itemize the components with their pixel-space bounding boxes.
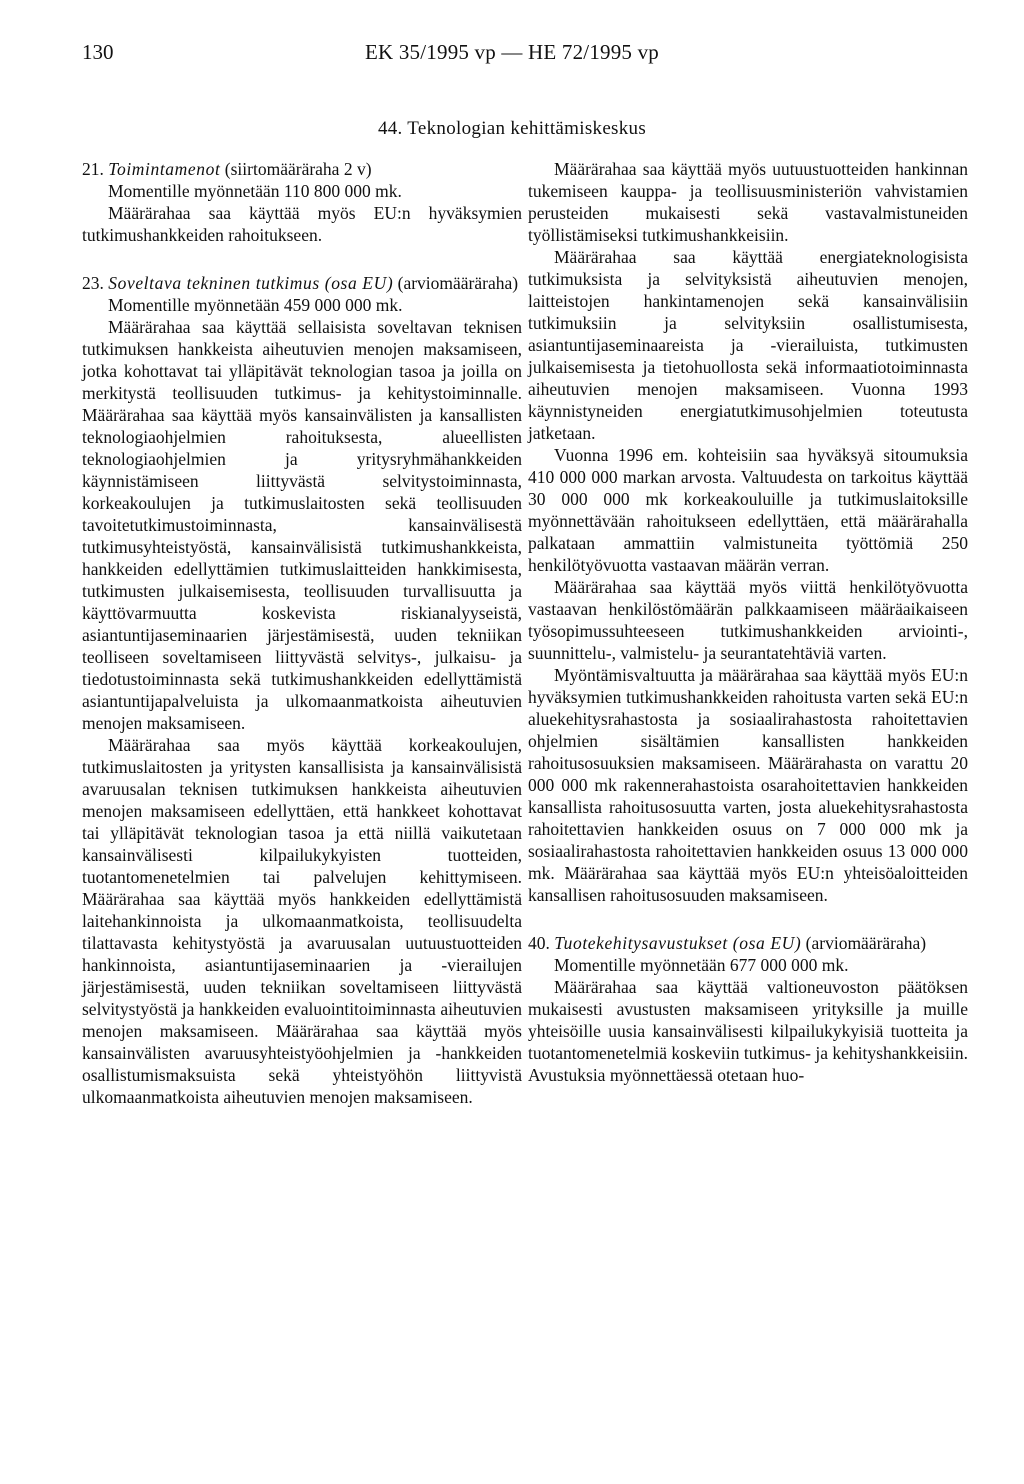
- item-23-number: 23.: [82, 273, 104, 293]
- spacer: [528, 906, 968, 932]
- running-head: EK 35/1995 vp — HE 72/1995 vp: [365, 40, 659, 64]
- item-23-type: (arviomääräraha): [397, 273, 519, 293]
- item-40-amount: Momentille myönnetään 677 000 000 mk.: [554, 955, 849, 975]
- page-header: [0, 40, 1024, 72]
- item-23-paragraph-2: Määrärahaa saa myös käyttää korkeakoulujen, tutkimuslaitosten ja yritysten kansallisista ja kansainvälisistä avaruusalan teknisen tutkimuksen hankkeista aiheutuvien menojen maksamiseen edellyttäen, että hankkeet kohottavat tai ylläpitävät teknologian tasoa ja että niillä vaikutetaan kansainvälisesti kilpailukykyisten tuotteiden, tuotantomenetelmien tai palvelujen kehittymiseen. Määrärahaa saa käyttää myös hankkeiden edellyttämistä laitehankinnoista ja ulkomaanmatkoista, teollisuudelta tilattavasta kehitystyöstä ja avaruusalan uutuustuotteiden hankinnoista, asiantuntijaseminaarien ja -vierailujen järjestämisestä, uuden tekniikan soveltamiseen liittyvästä selvitystyöstä ja hankkeiden evaluointitoiminnasta aiheutuvien menojen maksamiseen. Määrärahaa saa käyttää myös kansainvälisten avaruusyhteistyöohjelmien ja -hankkeiden osallistumismaksuista sekä yhteistyöhön liittyvistä ulkomaanmatkoista aiheutuvien menojen maksamiseen.: [82, 735, 522, 1107]
- item-40-number: 40.: [528, 933, 550, 953]
- item-40-title: Tuotekehitysavustukset (osa EU): [554, 933, 802, 953]
- right-paragraph-1: Määrärahaa saa käyttää myös uutuustuotteiden hankinnan tukemiseen kauppa- ja teollisuusministeriön vahvistamien perusteiden mukaisesti sekä vastavalmistuneiden työllistämiseksi tutkimushankkeisiin.: [528, 159, 968, 245]
- item-21-title: Toimintamenot: [108, 159, 221, 179]
- item-23-amount: Momentille myönnetään 459 000 000 mk.: [108, 295, 403, 315]
- right-paragraph-5: Myöntämisvaltuutta ja määrärahaa saa käyttää myös EU:n hyväksymien tutkimushankkeiden rahoitusta varten sekä EU:n aluekehitysrahastosta ja sosiaalirahastosta rahoitettavien ohjelmien sisältämien kansallisten hankkeiden rahoitusosuuksien maksamiseen. Määrärahasta on varattu 20 000 000 mk rakennerahastoista osarahoitettavien hankkeiden kansallista rahoitusosuutta varten, josta aluekehitysrahastosta rahoitettavien hankkeiden osuus on 7 000 000 mk ja sosiaalirahastosta rahoitettavien hankkeiden osuus 13 000 000 mk. Määrärahaa saa käyttää myös EU:n yhteisöaloitteiden kansallisen rahoitusosuuden maksamiseen.: [528, 665, 968, 905]
- item-40-type: (arviomääräraha): [805, 933, 927, 953]
- left-column: [82, 158, 522, 1108]
- item-21-amount: Momentille myönnetään 110 800 000 mk.: [108, 181, 402, 201]
- item-40-text: Määrärahaa saa käyttää valtioneuvoston päätöksen mukaisesti avustusten maksamiseen yrityksille ja muille yhteisöille uusia kansainvälisesti kilpailukykyisiä tuotteita ja tuotantomenetelmiä koskeviin tutkimus- ja kehityshankkeisiin. Avustuksia myönnettäessä otetaan huo-: [528, 977, 968, 1085]
- item-21-number: 21.: [82, 159, 104, 179]
- item-23-paragraph-1: Määrärahaa saa käyttää sellaisista soveltavan teknisen tutkimuksen hankkeista aiheutuvien menojen maksamiseen, jotka kohottavat tai ylläpitävät teknologian tasoa ja joilla on merkitystä teollisuuden tutkimus- ja kehitystoiminnalle. Määrärahaa saa käyttää myös kansainvälisten ja kansallisten teknologiaohjelmien rahoituksesta, alueellisten teknologiaohjelmien ja yritysryhmähankkeiden käynnistämiseen liittyvästä selvitystoiminnasta, korkeakoulujen ja tutkimuslaitosten sekä teollisuuden tavoitetutkimustoiminnasta, kansainvälisestä tutkimusyhteistyöstä, kansainvälisistä tutkimushankkeista, hankkeiden edellyttämien tutkimuslaitteiden hankkimisesta, tutkimusten julkaisemisesta, teollisuuden turvallisuutta ja käyttövarmuutta koskevista riskianalyyseistä, asiantuntijaseminaarien järjestämisestä, uuden tekniikan teolliseen soveltamiseen liittyvästä selvitys-, julkaisu- ja tiedotustoiminnasta sekä tutkimushankkeiden edellyttämistä asiantuntijapalveluista ja ulkomaanmatkoista aiheutuvien menojen maksamiseen.: [82, 317, 522, 733]
- right-paragraph-4: Määrärahaa saa käyttää myös viittä henkilötyövuotta vastaavan henkilöstömäärän palkkaamiseen määräaikaiseen työsopimussuhteeseen tutkimushankkeiden arviointi-, suunnittelu-, valmistelu- ja seurantatehtäviä varten.: [528, 577, 968, 663]
- section-title: 44. Teknologian kehittämiskeskus: [377, 118, 647, 139]
- right-column: [528, 158, 968, 1086]
- page-number: 130: [82, 40, 114, 64]
- spacer: [82, 246, 522, 272]
- item-21-type: (siirtomääräraha 2 v): [224, 159, 372, 179]
- right-paragraph-2: Määrärahaa saa käyttää energiateknologisista tutkimuksista ja selvityksistä aiheutuvien menojen, laitteistojen hankintamenojen sekä kansainvälisiin tutkimuksiin ja selvityksiin osallistumisesta, asiantuntijaseminaareista ja -vierailuista, tutkimusten julkaisemisesta ja tietohuollosta sekä informaatiotoiminnasta aiheutuvien menojen maksamiseen. Vuonna 1993 käynnistyneiden energiatutkimusohjelmien toteutusta jatketaan.: [528, 247, 968, 443]
- item-21-heading: [82, 158, 522, 180]
- item-23-title: Soveltava tekninen tutkimus (osa EU): [108, 273, 394, 293]
- right-paragraph-3: Vuonna 1996 em. kohteisiin saa hyväksyä sitoumuksia 410 000 000 markan arvosta. Valtuudesta on tarkoitus käyttää 30 000 000 mk korkeakouluille ja tutkimuslaitoksille myönnettävään rahoitukseen edellyttäen, että määrärahalla palkataan ammattiin valmistuneita työttömiä 250 henkilötyövuotta vastaavan määrän verran.: [528, 445, 968, 575]
- item-21-text: Määrärahaa saa käyttää myös EU:n hyväksymien tutkimushankkeiden rahoitukseen.: [82, 203, 522, 245]
- item-40-heading: [528, 932, 968, 954]
- item-23-heading: [82, 272, 522, 294]
